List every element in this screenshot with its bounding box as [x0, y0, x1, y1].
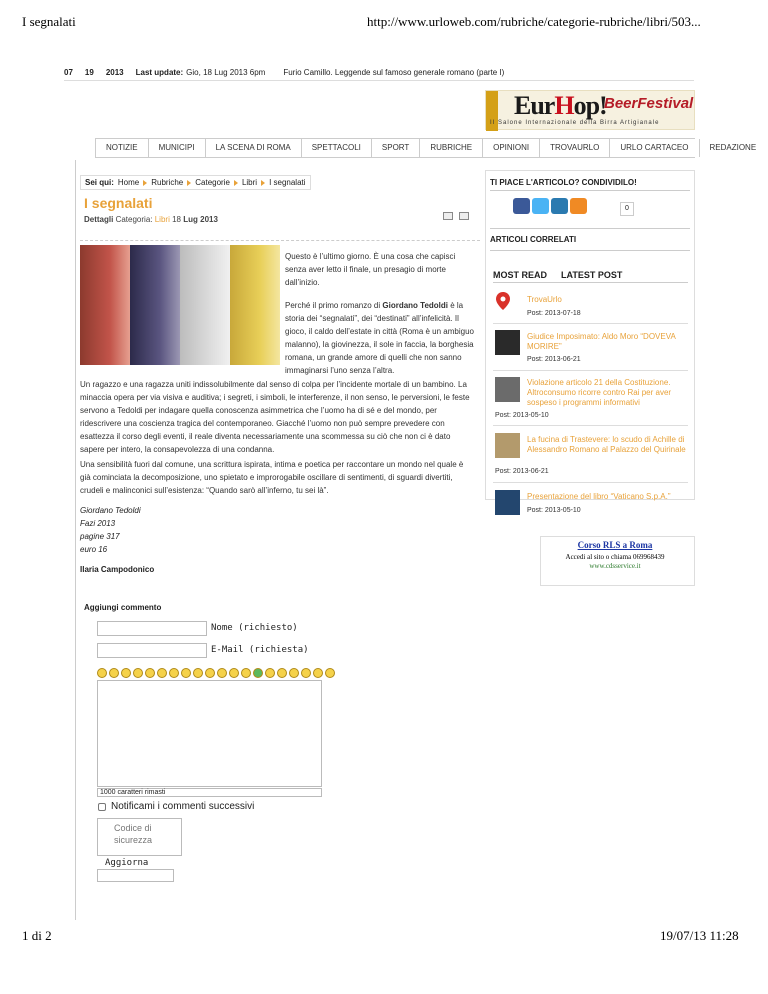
smiley-icon[interactable]	[193, 668, 203, 678]
article-thumbnail[interactable]	[495, 433, 520, 458]
breadcrumb-libri[interactable]: Libri	[241, 178, 258, 187]
smiley-icon[interactable]	[301, 668, 311, 678]
book-price: euro 16	[80, 545, 108, 554]
banner-subtitle: II Salone Internazionale della Birra Artigianale	[490, 120, 660, 126]
sidebar-item-title[interactable]: Presentazione del libro “Vaticano S.p.A.”	[527, 492, 671, 501]
meta-label: Dettagli	[84, 215, 114, 224]
category-link[interactable]: Libri	[154, 215, 170, 224]
last-update-value: Gio, 18 Lug 2013 6pm	[186, 67, 266, 77]
divider	[490, 250, 690, 251]
nav-item-rubriche[interactable]: RUBRICHE	[420, 139, 483, 157]
book-cover-image	[80, 245, 280, 365]
smiley-icon[interactable]	[277, 668, 287, 678]
print-icon[interactable]	[443, 212, 453, 220]
smiley-icon[interactable]	[313, 668, 323, 678]
smiley-icon[interactable]	[325, 668, 335, 678]
divider	[493, 482, 688, 483]
date-month-year: Lug 2013	[183, 215, 218, 224]
nav-item-spettacoli[interactable]: SPETTACOLI	[302, 139, 372, 157]
last-update-label: Last update:	[135, 67, 184, 77]
nav-item-redazione[interactable]: REDAZIONE	[709, 143, 757, 152]
article-thumbnail[interactable]	[495, 330, 520, 355]
sidebar-item-title[interactable]: TrovaUrlo	[527, 295, 562, 304]
smiley-icon[interactable]	[265, 668, 275, 678]
book-publisher: Fazi 2013	[80, 519, 116, 528]
ad-title[interactable]: Corso RLS a Roma	[577, 540, 653, 550]
linkedin-icon[interactable]	[551, 198, 568, 214]
eurhop-banner[interactable]	[485, 90, 695, 130]
tab-most-read[interactable]: MOST READ	[493, 270, 547, 280]
divider	[490, 190, 690, 191]
twitter-icon[interactable]	[532, 198, 549, 214]
sidebar-item-title[interactable]: Giudice Imposimato: Aldo Moro “DOVEVA MORIRE”	[527, 332, 676, 351]
sidebar-item-title[interactable]: La fucina di Trastevere: lo scudo di Achille di Alessandro Romano al Palazzo del Quirinale	[527, 435, 686, 454]
notify-label: Notificami i commenti successivi	[111, 801, 255, 812]
date-bar	[64, 64, 694, 81]
sidebar-tabs	[493, 270, 622, 280]
smiley-icon[interactable]	[241, 668, 251, 678]
name-label: Nome (richiesto)	[211, 623, 298, 633]
divider	[493, 370, 688, 371]
book-info	[80, 504, 141, 556]
paragraph-1: Un ragazzo e una ragazza uniti indissolubilmente dal senso di colpa per l’incidente mortale di un bambino. La minaccia opera per via visiva e auditiva; i segreti, i simboli, le interferenze, il non senso, le perversioni, le feste servono a Tedoldi per indagare quella conoscenza asimmetrica che l’uomo ha di sé e del mondo, per ridescrivere una coscienza tragica del contemporaneo. Giacché l’uomo non può sempre prevedere con esattezza il corso degli eventi, il reale diventa necessariamente una scommessa su ciò che non ci è dato sapere per intero, la consapevolezza di una condanna.	[80, 380, 470, 454]
banner-beer-festival: BeerFestival	[604, 95, 694, 112]
nav-item-opinioni[interactable]: OPINIONI	[483, 139, 540, 157]
smiley-icon[interactable]	[253, 668, 263, 678]
smiley-icon[interactable]	[121, 668, 131, 678]
divider	[493, 282, 688, 283]
breadcrumb-categorie[interactable]: Categorie	[195, 178, 230, 187]
date-day-num: 18	[172, 215, 181, 224]
sidebar-item-title[interactable]: Violazione articolo 21 della Costituzione. Altroconsumo ricorre contro Rai per aver sospeso i programmi informativi	[527, 378, 672, 407]
sidebar-item-date: Post: 2013-06-21	[527, 356, 581, 363]
map-pin-icon	[496, 292, 510, 310]
date-day: 07	[64, 67, 73, 77]
tab-latest-post[interactable]: LATEST POST	[561, 270, 623, 280]
divider	[493, 425, 688, 426]
banner-logo-text: EurHop!	[514, 91, 607, 120]
captcha-input[interactable]	[97, 869, 174, 882]
date-year: 2013	[105, 67, 124, 77]
nav-item-municipi[interactable]: MUNICIPI	[149, 139, 206, 157]
smiley-icon[interactable]	[169, 668, 179, 678]
share-counter: 0	[620, 202, 634, 216]
ad-line: Accedi al sito o chiama 069968439	[565, 553, 665, 561]
article-intro	[285, 250, 475, 377]
smiley-icon[interactable]	[229, 668, 239, 678]
paragraph-2: Una sensibilità fuori dal comune, una scrittura ispirata, intima e poetica per raccontare un mondo nel quale è già cominciata la decomposizione, uno spietato e improrogabile oscillare di sentimenti, di sguardi divertiti, crudeli e malinconici sull’esistenza: “Quando sarò all’inferno, tu sei là”.	[80, 460, 464, 495]
breadcrumb-arrow-icon	[261, 180, 265, 186]
add-comment-heading: Aggiungi commento	[84, 603, 162, 612]
article-title: I segnalati	[84, 195, 153, 211]
divider	[80, 240, 480, 241]
text-ad	[540, 540, 690, 570]
chars-remaining: 1000 caratteri rimasti	[97, 788, 322, 797]
article-tools	[443, 212, 469, 220]
intro-paragraph: Questo è l’ultimo giorno. È una cosa che capisci senza aver letto il finale, un presagio di morte dall’inizio.	[285, 252, 456, 287]
paragraph-a: Perché il primo romanzo di Giordano Tedoldi è la storia dei “segnalati”, dei “destinati” all’infelicità. Il gioco, il caldo dell’estate in città (Roma è un ambiguo malanno), la giovinezza, il sole in faccia, la borghesia romana, un grande amore di quelli che non sanno immaginarsi l’uno senza l’altra.	[285, 301, 474, 375]
article-thumbnail[interactable]	[495, 490, 520, 515]
breadcrumb-arrow-icon	[143, 180, 147, 186]
related-heading: ARTICOLI CORRELATI	[490, 235, 577, 244]
category-label: Categoria:	[115, 215, 153, 224]
smiley-icon[interactable]	[181, 668, 191, 678]
breadcrumb-label: Sei qui:	[85, 178, 114, 187]
refresh-captcha-button[interactable]: Aggiorna	[105, 858, 149, 868]
breadcrumb-current: I segnalati	[269, 178, 306, 187]
breadcrumb	[80, 175, 311, 190]
book-author: Giordano Tedoldi	[80, 506, 141, 515]
nav-item-notizie[interactable]: NOTIZIE	[95, 139, 149, 157]
email-label: E-Mail (richiesta)	[211, 645, 309, 655]
smiley-icon[interactable]	[205, 668, 215, 678]
main-nav	[95, 138, 757, 158]
smiley-icon[interactable]	[133, 668, 143, 678]
email-icon[interactable]	[459, 212, 469, 220]
captcha-image	[97, 818, 182, 856]
divider	[490, 228, 690, 229]
breadcrumb-home[interactable]: Home	[117, 178, 140, 187]
article-meta	[84, 215, 218, 224]
share-heading: TI PIACE L'ARTICOLO? CONDIVIDILO!	[490, 178, 637, 187]
rss-icon[interactable]	[570, 198, 587, 214]
smiley-icon[interactable]	[97, 668, 107, 678]
print-page-count: 1 di 2	[22, 928, 52, 943]
sidebar-item-date: Post: 2013-05-10	[527, 507, 581, 514]
smiley-bar	[97, 668, 335, 678]
date-month: 19	[84, 67, 94, 77]
notify-checkbox[interactable]	[98, 803, 106, 811]
book-pages: pagine 317	[80, 532, 120, 541]
facebook-icon[interactable]	[513, 198, 530, 214]
news-ticker[interactable]: Furio Camillo. Leggende sul famoso generale romano (parte I)	[283, 67, 505, 77]
smiley-icon[interactable]	[145, 668, 155, 678]
nav-item-scena-di-roma[interactable]: LA SCENA DI ROMA	[206, 139, 302, 157]
breadcrumb-arrow-icon	[187, 180, 191, 186]
divider	[493, 323, 688, 324]
nav-item-trovaurlo[interactable]: TROVAURLO	[540, 139, 610, 157]
breadcrumb-rubriche[interactable]: Rubriche	[151, 178, 184, 187]
nav-item-urlo-cartaceo[interactable]: URLO CARTACEO	[610, 139, 699, 157]
article-author: Ilaria Campodonico	[80, 565, 155, 574]
sidebar-item-date: Post: 2013-07-18	[527, 310, 581, 317]
ad-url[interactable]: www.cdsservice.it	[589, 562, 641, 570]
smiley-icon[interactable]	[217, 668, 227, 678]
comment-textarea[interactable]	[97, 680, 322, 787]
smiley-icon[interactable]	[157, 668, 167, 678]
breadcrumb-arrow-icon	[234, 180, 238, 186]
print-page-title: I segnalati	[22, 14, 76, 29]
captcha-placeholder: Codice di sicurezza	[114, 823, 153, 845]
sidebar-item-date: Post: 2013-05-10	[495, 412, 549, 419]
name-input[interactable]	[97, 621, 207, 636]
print-url: http://www.urloweb.com/rubriche/categorie-rubriche/libri/503...	[367, 14, 701, 29]
print-datetime: 19/07/13 11:28	[660, 928, 739, 943]
email-input[interactable]	[97, 643, 207, 658]
smiley-icon[interactable]	[289, 668, 299, 678]
nav-item-sport[interactable]: SPORT	[372, 139, 420, 157]
share-buttons	[513, 198, 587, 214]
article-thumbnail[interactable]	[495, 377, 520, 402]
smiley-icon[interactable]	[109, 668, 119, 678]
sidebar-item-date: Post: 2013-06-21	[495, 468, 549, 475]
